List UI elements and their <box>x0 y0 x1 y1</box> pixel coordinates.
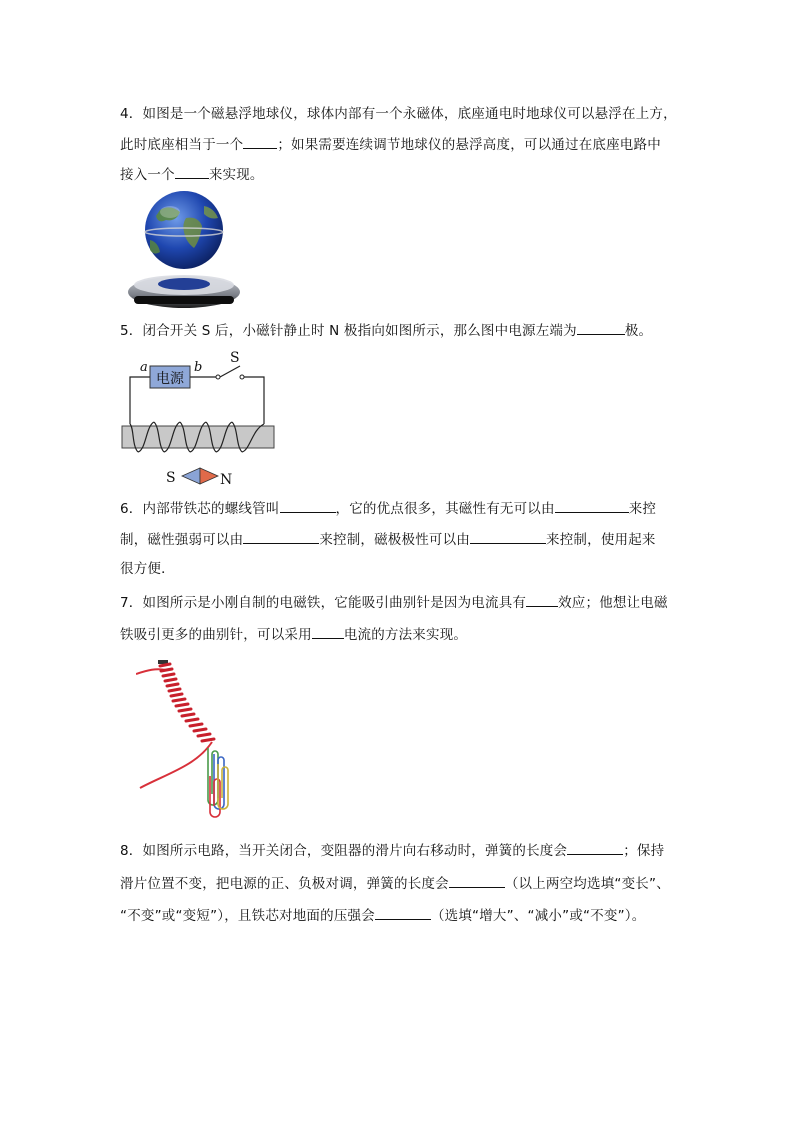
needle-s-label: S <box>166 470 176 486</box>
q6-text-1a: 6．内部带铁芯的螺线管叫 <box>120 501 280 517</box>
q7-blank-2[interactable] <box>312 624 344 639</box>
q6-line-3 <box>120 559 175 579</box>
q8-text-3a: “不变”或“变短”），且铁芯对地面的压强会 <box>120 908 375 924</box>
electromagnet-coil <box>160 664 214 741</box>
q4-text-3b: 来实现。 <box>208 167 264 183</box>
q4-text-2a: 此时底座相当于一个 <box>120 137 244 153</box>
q4-line-2 <box>120 134 661 155</box>
q6-blank-3[interactable] <box>243 529 319 544</box>
q8-text-1b: ；保持 <box>623 843 665 859</box>
q8-line-2 <box>120 873 670 894</box>
q6-text-3: 很方便． <box>120 561 175 577</box>
switch-contact-right <box>240 375 244 379</box>
q6-text-1c: 来控 <box>628 501 657 517</box>
q4-text-2b: ；如果需要连续调节地球仪的悬浮高度，可以通过在底座电路中 <box>277 137 661 153</box>
q6-blank-4[interactable] <box>470 529 546 544</box>
q7-text-2b: 电流的方法来实现。 <box>343 627 468 643</box>
maglev-globe-figure <box>120 188 250 312</box>
q8-blank-1[interactable] <box>567 840 623 855</box>
q6-blank-2[interactable] <box>555 498 629 513</box>
q5-text-a: 5．闭合开关 S 后，小磁针静止时 N 极指向如图所示，那么图中电源左端为 <box>120 323 577 339</box>
q7-text-1b: 效应；他想让电磁 <box>558 595 668 611</box>
q8-text-3b: （选填“增大”、“减小”或“不变”）。 <box>430 908 646 924</box>
q6-text-2a: 制，磁性强弱可以由 <box>120 532 244 548</box>
circuit-wire <box>130 377 150 424</box>
q4-text-3a: 接入一个 <box>120 167 175 183</box>
needle-n-half <box>200 468 218 484</box>
electromagnet-figure <box>136 656 246 826</box>
q5-line-1 <box>120 320 652 341</box>
q6-line-1 <box>120 498 656 519</box>
q6-text-2b: 来控制，磁极极性可以由 <box>319 532 471 548</box>
q8-blank-3[interactable] <box>375 905 431 920</box>
q8-blank-2[interactable] <box>449 873 505 888</box>
needle-s-half <box>182 468 200 484</box>
q6-blank-1[interactable] <box>280 498 336 513</box>
q6-line-2 <box>120 529 656 550</box>
switch-label: S <box>230 350 240 366</box>
solenoid-circuit-figure <box>116 346 286 486</box>
needle-n-label: N <box>220 472 233 486</box>
q7-line-2 <box>120 624 467 645</box>
terminal-b-label: b <box>194 360 203 375</box>
q6-text-2c: 来控制，使用起来 <box>546 532 656 548</box>
q8-text-2b: （以上两空均选填“变长”、 <box>504 876 670 892</box>
q5-blank-1[interactable] <box>577 320 625 335</box>
power-source-label: 电源 <box>156 371 184 387</box>
switch-contact-left <box>216 375 220 379</box>
q7-text-1a: 7．如图所示是小刚自制的电磁铁，它能吸引曲别针是因为电流具有 <box>120 595 527 611</box>
q5-text-b: 极。 <box>624 323 653 339</box>
q8-text-1a: 8．如图所示电路，当开关闭合，变阻器的滑片向右移动时，弹簧的长度会 <box>120 843 568 859</box>
q6-text-1b: ，它的优点很多，其磁性有无可以由 <box>335 501 555 517</box>
q4-line-3 <box>120 164 264 185</box>
q8-text-2a: 滑片位置不变，把电源的正、负极对调，弹簧的长度会 <box>120 876 449 892</box>
q7-line-1 <box>120 592 668 613</box>
q8-line-3 <box>120 905 645 926</box>
q7-text-2a: 铁吸引更多的曲别针，可以采用 <box>120 627 312 643</box>
q4-blank-2[interactable] <box>175 164 209 179</box>
q4-blank-1[interactable] <box>243 134 277 149</box>
paper-clips <box>208 748 228 817</box>
q8-line-1 <box>120 840 664 861</box>
switch-blade <box>220 366 240 377</box>
q7-blank-1[interactable] <box>526 592 558 607</box>
globe-base-magnet <box>158 278 210 290</box>
q4-line-1 <box>120 104 677 124</box>
lead-wire-bottom <box>140 742 212 788</box>
terminal-a-label: a <box>140 360 148 375</box>
q4-text-1: 4．如图是一个磁悬浮地球仪，球体内部有一个永磁体，底座通电时地球仪可以悬浮在上方， <box>120 106 677 122</box>
